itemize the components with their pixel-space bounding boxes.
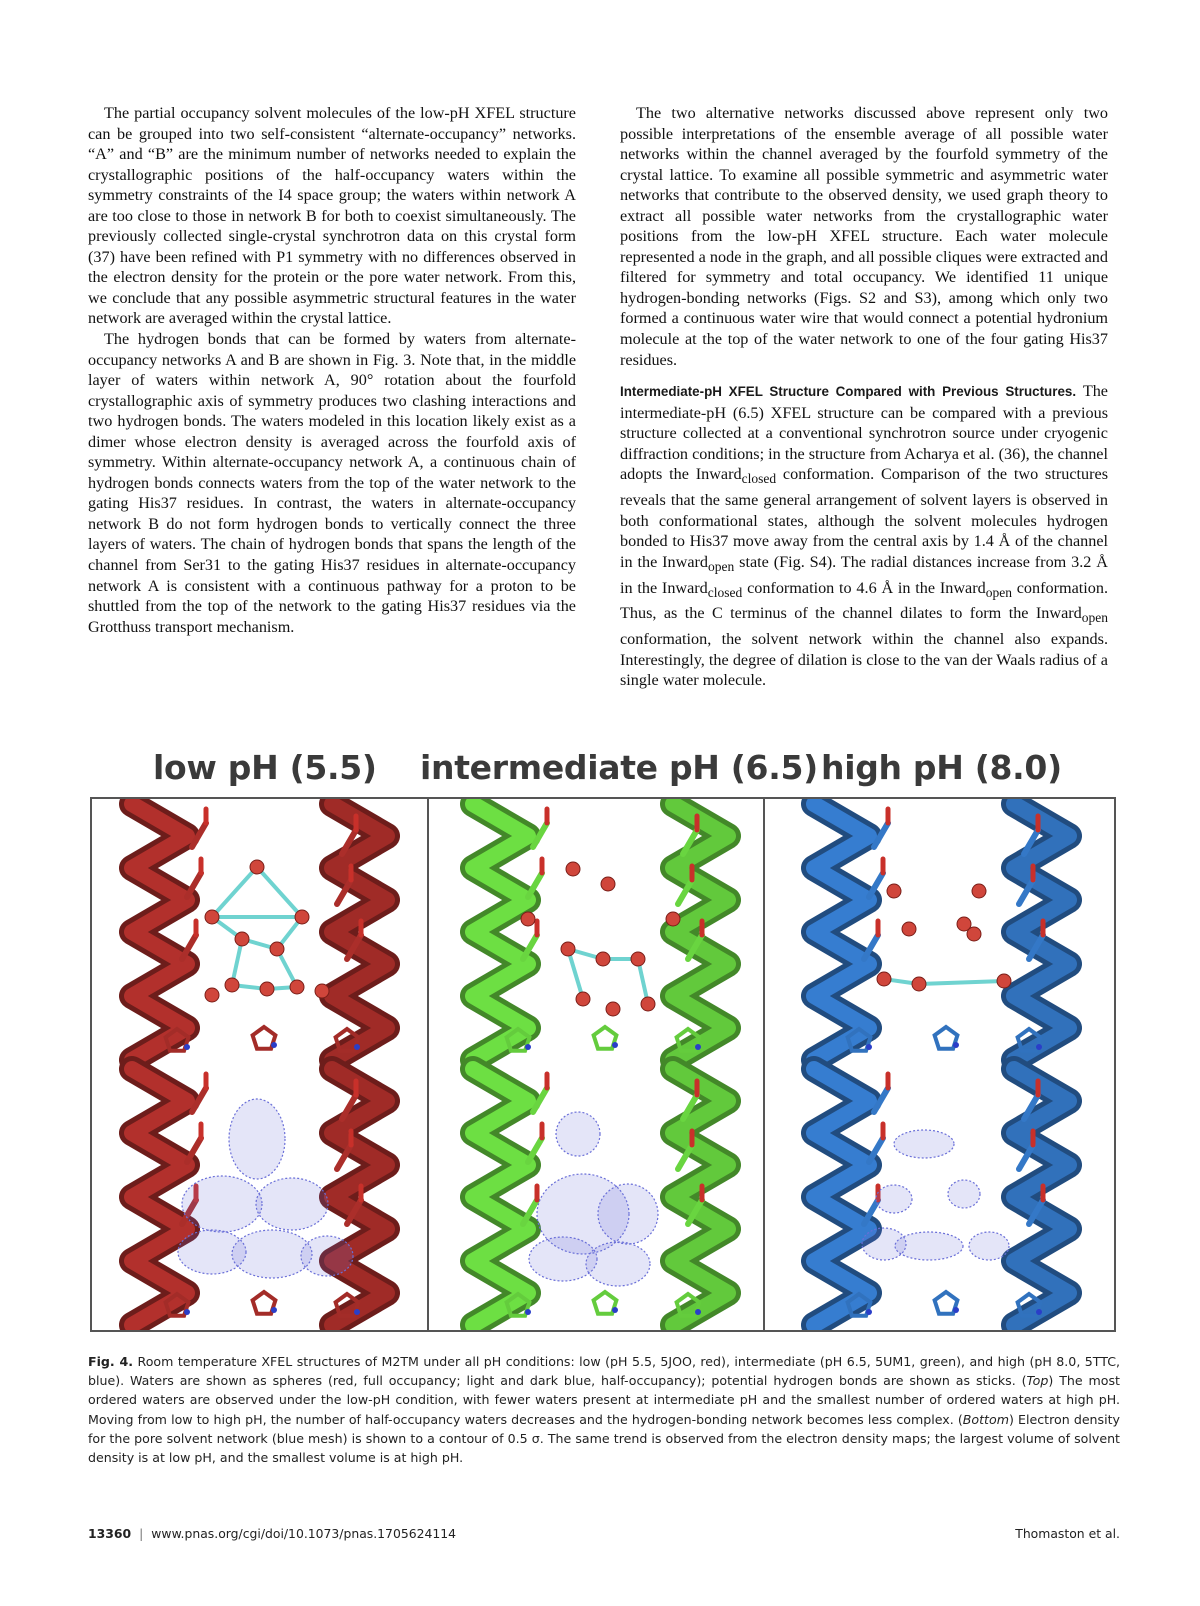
water-sphere — [631, 952, 645, 966]
his37-nitrogen — [354, 1044, 360, 1050]
left-column — [88, 103, 576, 637]
panel-title-intermediate-ph: intermediate pH (6.5) — [420, 748, 818, 787]
water-sphere — [576, 992, 590, 1006]
electron-density-mesh — [556, 1112, 600, 1156]
water-sphere — [250, 860, 264, 874]
his37-nitrogen — [525, 1309, 531, 1315]
his37-nitrogen — [612, 1042, 618, 1048]
electron-density-mesh — [232, 1230, 312, 1278]
water-sphere — [235, 932, 249, 946]
his37-nitrogen — [184, 1309, 190, 1315]
caption-label: Fig. 4. — [88, 1354, 134, 1369]
water-sphere — [561, 942, 575, 956]
water-sphere — [205, 988, 219, 1002]
caption-top: Top — [1026, 1373, 1049, 1389]
right-column — [620, 103, 1108, 691]
his37-nitrogen — [271, 1307, 277, 1313]
hydrogen-bond-stick — [919, 981, 1004, 984]
water-sphere — [270, 942, 284, 956]
electron-density-mesh — [876, 1185, 912, 1213]
p2-part-e: conformation. Thus, as the C terminus of the channel dilates to form the Inward — [620, 578, 1108, 623]
figure-4 — [88, 748, 1120, 1348]
p2-part-d: conformation to 4.6 Å in the Inward — [742, 578, 986, 597]
right-paragraph-2 — [620, 381, 1108, 691]
structure-panels-graphic — [92, 799, 1114, 1330]
water-sphere — [601, 877, 615, 891]
figure-caption — [88, 1352, 1120, 1467]
water-sphere — [902, 922, 916, 936]
his37-nitrogen — [866, 1044, 872, 1050]
caption-text-c: ) Electron density for the pore solvent network (blue mesh) is shown to a contour of 0.5 σ. The same trend is observed from the electron density maps; the largest volume of solvent density is at low pH, and the smallest volume is at high pH. — [88, 1411, 1120, 1466]
electron-density-mesh — [894, 1130, 954, 1158]
caption-text-a: Room temperature XFEL structures of M2TM under all pH conditions: low (pH 5.5, 5JOO, red), intermediate (pH 6.5, 5UM1, green), and high (pH 8.0, 5TTC, blue). Waters are shown as spheres (red, full occupancy; light and dark blue, half-occupancy); potential hydrogen bonds are shown as sticks. ( — [88, 1354, 1120, 1389]
his37-nitrogen — [354, 1309, 360, 1315]
electron-density-mesh — [256, 1178, 328, 1230]
subscript-open: open — [708, 558, 735, 574]
p2-part-a: The intermediate-pH (6.5) XFEL structure can be compared with a previous structure collected at a conventional synchrotron source under cryogenic diffraction conditions; in the structure from Acharya et al. (36), the channel adopts the Inward — [620, 382, 1108, 484]
electron-density-mesh — [586, 1242, 650, 1286]
water-sphere — [606, 1002, 620, 1016]
water-sphere — [205, 910, 219, 924]
electron-density-mesh — [948, 1180, 980, 1208]
hydrogen-bond-stick — [257, 867, 302, 917]
electron-density-mesh — [969, 1232, 1009, 1260]
water-sphere — [566, 862, 580, 876]
footer-left — [88, 1526, 456, 1541]
water-sphere — [972, 884, 986, 898]
panel-title-low-ph: low pH (5.5) — [153, 748, 377, 787]
panel-title-high-ph: high pH (8.0) — [821, 748, 1062, 787]
water-sphere — [997, 974, 1011, 988]
footer-separator: | — [139, 1526, 144, 1541]
caption-text-b: ) The most ordered waters are observed under the low-pH condition, with fewer waters present at intermediate pH and the smallest number of ordered waters at high pH. Moving from low to high pH, the number of half-occupancy waters decreases and the hydrogen-bonding network becomes less complex. ( — [88, 1373, 1120, 1427]
electron-density-mesh — [529, 1237, 597, 1281]
page-number: 13360 — [88, 1526, 132, 1541]
his37-nitrogen — [612, 1307, 618, 1313]
hydrogen-bond-stick — [212, 867, 257, 917]
water-sphere — [260, 982, 274, 996]
electron-density-mesh — [895, 1232, 963, 1260]
section-heading: Intermediate-pH XFEL Structure Compared with Previous Structures. — [620, 384, 1077, 400]
water-sphere — [521, 912, 535, 926]
water-sphere — [225, 978, 239, 992]
subscript-open: open — [985, 584, 1012, 600]
electron-density-mesh — [229, 1099, 285, 1179]
his37-nitrogen — [953, 1307, 959, 1313]
doi-url[interactable]: www.pnas.org/cgi/doi/10.1073/pnas.1705624114 — [151, 1526, 457, 1541]
water-sphere — [967, 927, 981, 941]
water-sphere — [295, 910, 309, 924]
water-sphere — [315, 984, 329, 998]
electron-density-mesh — [301, 1236, 353, 1276]
right-paragraph-1: The two alternative networks discussed above represent only two possible interpretations of the ensemble average of all possible water networks within the channel averaged by the fourfold symmetry of the crystal lattice. To examine all possible symmetric and asymmetric water networks that contribute to the observed density, we used graph theory to extract all possible water networks from the crystallographic water positions from the low-pH XFEL structure. Each water molecule represented a node in the graph, and all possible cliques were extracted and filtered for symmetry and total occupancy. We identified 11 unique hydrogen-bonding networks (Figs. S2 and S3), among which only two formed a continuous water wire that would connect a potential hydronium molecule at the top of the water network to one of the four gating His37 residues. — [620, 104, 1108, 369]
p2-part-b: conformation. Comparison of the two structures reveals that the same general arrangement of solvent layers is observed in both conformational states, although the solvent molecules hydrogen bonded to His37 move away from the central axis by 1.4 Å of the channel in the Inward — [620, 465, 1108, 571]
hydrogen-bond-stick — [568, 949, 583, 999]
his37-nitrogen — [695, 1044, 701, 1050]
figure-frame — [90, 797, 1116, 1332]
water-sphere — [641, 997, 655, 1011]
subscript-closed: closed — [707, 584, 743, 600]
his37-nitrogen — [525, 1044, 531, 1050]
his37-nitrogen — [1036, 1309, 1042, 1315]
water-sphere — [877, 972, 891, 986]
water-sphere — [596, 952, 610, 966]
subscript-closed: closed — [741, 471, 777, 487]
his37-nitrogen — [695, 1309, 701, 1315]
his37-nitrogen — [271, 1042, 277, 1048]
p2-part-c: state (Fig. S4). The radial distances increase from 3.2 Å in the Inward — [620, 552, 1108, 597]
his37-nitrogen — [866, 1309, 872, 1315]
caption-bottom: Bottom — [962, 1411, 1009, 1427]
water-sphere — [666, 912, 680, 926]
his37-nitrogen — [953, 1042, 959, 1048]
electron-density-mesh — [598, 1184, 658, 1244]
subscript-open: open — [1081, 610, 1108, 626]
left-paragraph-1: The partial occupancy solvent molecules of the low-pH XFEL structure can be grouped into two self-consistent “alternate-occupancy” networks. “A” and “B” are the minimum number of networks needed to explain the crystallographic positions of the half-occupancy waters within the symmetry constraints of the I4 space group; the waters within network A are too close to those in network B for both to coexist simultaneously. The previously collected single-crystal synchrotron data on this crystal form (37) have been refined with P1 symmetry with no differences observed in the electron density for the protein or the pore water network. From this, we conclude that any possible asymmetric structural features in the water network are averaged within the crystal lattice. — [88, 104, 576, 328]
footer-authors: Thomaston et al. — [1015, 1526, 1120, 1541]
left-paragraph-2: The hydrogen bonds that can be formed by waters from alternate-occupancy networks A and B are shown in Fig. 3. Note that, in the middle layer of waters within network A, 90° rotation about the fourfold crystallographic axis of symmetry produces two clashing interactions and two hydrogen bonds. The waters modeled in this location likely exist as a dimer whose electron density is averaged across the fourfold axis of symmetry. Within alternate-occupancy network A, a continuous chain of hydrogen bonds connects waters from the top of the water network to the gating His37 residues. In contrast, the waters in alternate-occupancy network B do not form hydrogen bonds to vertically connect the three layers of waters. The chain of hydrogen bonds that spans the length of the channel from Ser31 to the gating His37 residues in alternate-occupancy network A is consistent with a continuous pathway for a proton to be shuttled from the top of the network to the gating His37 residues via the Grotthuss transport mechanism. — [88, 330, 576, 636]
his37-nitrogen — [184, 1044, 190, 1050]
his37-nitrogen — [1036, 1044, 1042, 1050]
p2-part-f: conformation, the solvent network within the channel also expands. Interestingly, the degree of dilation is close to the van der Waals radius of a single water molecule. — [620, 630, 1108, 690]
water-sphere — [887, 884, 901, 898]
water-sphere — [912, 977, 926, 991]
electron-density-mesh — [182, 1176, 262, 1232]
water-sphere — [290, 980, 304, 994]
